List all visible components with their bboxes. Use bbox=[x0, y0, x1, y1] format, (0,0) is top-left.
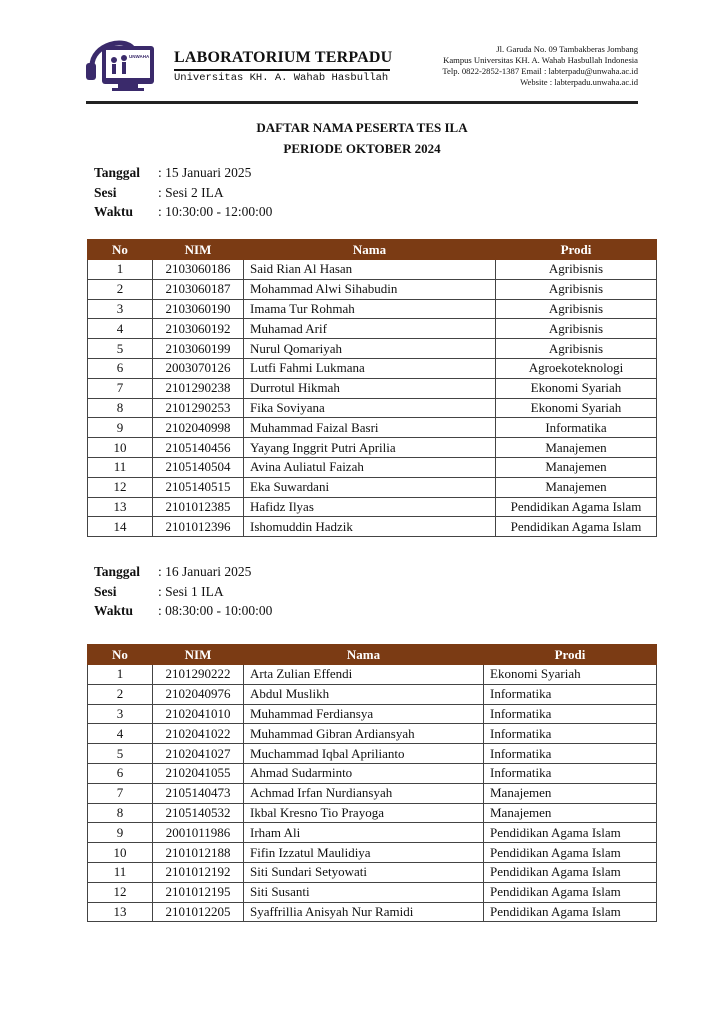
col-nim: NIM bbox=[153, 240, 244, 260]
row-prodi: Agribisnis bbox=[496, 299, 657, 319]
row-nama: Fifin Izzatul Maulidiya bbox=[244, 843, 484, 863]
row-prodi: Ekonomi Syariah bbox=[484, 665, 657, 685]
row-no: 5 bbox=[88, 339, 153, 359]
row-no: 7 bbox=[88, 378, 153, 398]
lab-name-underline bbox=[174, 69, 390, 71]
row-nim: 2105140504 bbox=[153, 457, 244, 477]
contact-website: Website : labterpadu.unwaha.ac.id bbox=[520, 77, 638, 87]
row-nim: 2101290222 bbox=[153, 665, 244, 685]
row-nim: 2102041022 bbox=[153, 724, 244, 744]
row-no: 3 bbox=[88, 704, 153, 724]
table-row bbox=[88, 418, 657, 438]
row-prodi: Informatika bbox=[496, 418, 657, 438]
row-prodi: Ekonomi Syariah bbox=[496, 398, 657, 418]
table-row bbox=[88, 744, 657, 764]
row-nama: Muchammad Iqbal Aprilianto bbox=[244, 744, 484, 764]
row-nama: Fika Soviyana bbox=[244, 398, 496, 418]
contact-address: Jl. Garuda No. 09 Tambakberas Jombang bbox=[496, 44, 638, 54]
row-nim: 2101290238 bbox=[153, 378, 244, 398]
table-row bbox=[88, 260, 657, 280]
row-nama: Nurul Qomariyah bbox=[244, 339, 496, 359]
row-nim: 2001011986 bbox=[153, 823, 244, 843]
table-row bbox=[88, 882, 657, 902]
row-no: 5 bbox=[88, 744, 153, 764]
row-no: 9 bbox=[88, 418, 153, 438]
tanggal-value: : 15 Januari 2025 bbox=[158, 165, 252, 180]
row-nama: Muhammad Ferdiansya bbox=[244, 704, 484, 724]
col-prodi: Prodi bbox=[496, 240, 657, 260]
table-row bbox=[88, 862, 657, 882]
table-row bbox=[88, 803, 657, 823]
row-no: 12 bbox=[88, 477, 153, 497]
table-row bbox=[88, 319, 657, 339]
row-prodi: Agribisnis bbox=[496, 279, 657, 299]
row-nama: Ishomuddin Hadzik bbox=[244, 517, 496, 537]
contact-phone-email: Telp. 0822-2852-1387 Email : labterpadu@unwaha.ac.id bbox=[442, 66, 638, 76]
tanggal-label: Tanggal bbox=[94, 564, 141, 579]
row-nama: Durrotul Hikmah bbox=[244, 378, 496, 398]
table-row bbox=[88, 763, 657, 783]
table-row bbox=[88, 438, 657, 458]
row-nama: Hafidz Ilyas bbox=[244, 497, 496, 517]
row-prodi: Manajemen bbox=[484, 783, 657, 803]
row-prodi: Agribisnis bbox=[496, 339, 657, 359]
table-row bbox=[88, 823, 657, 843]
table-row bbox=[88, 299, 657, 319]
row-nim: 2101012205 bbox=[153, 902, 244, 922]
row-no: 9 bbox=[88, 823, 153, 843]
sesi-value: : Sesi 2 ILA bbox=[158, 184, 224, 200]
table-row bbox=[88, 517, 657, 537]
row-nim: 2101012396 bbox=[153, 517, 244, 537]
contact-campus: Kampus Universitas KH. A. Wahab Hasbullah Indonesia bbox=[443, 55, 638, 65]
row-prodi: Agroekoteknologi bbox=[496, 358, 657, 378]
row-prodi: Pendidikan Agama Islam bbox=[496, 517, 657, 537]
participant-table-2 bbox=[87, 644, 657, 922]
logo-text: UNWAHA bbox=[129, 54, 150, 59]
row-no: 14 bbox=[88, 517, 153, 537]
waktu-value: : 08:30:00 - 10:00:00 bbox=[158, 603, 273, 618]
table-row bbox=[88, 339, 657, 359]
row-no: 2 bbox=[88, 684, 153, 704]
table-row bbox=[88, 279, 657, 299]
col-prodi: Prodi bbox=[484, 645, 657, 665]
row-nim: 2102040976 bbox=[153, 684, 244, 704]
col-nim: NIM bbox=[153, 645, 244, 665]
row-nim: 2103060187 bbox=[153, 279, 244, 299]
row-nama: Arta Zulian Effendi bbox=[244, 665, 484, 685]
row-prodi: Pendidikan Agama Islam bbox=[484, 902, 657, 922]
table-row bbox=[88, 843, 657, 863]
row-no: 10 bbox=[88, 438, 153, 458]
row-nama: Mohammad Alwi Sihabudin bbox=[244, 279, 496, 299]
row-prodi: Pendidikan Agama Islam bbox=[484, 882, 657, 902]
col-no: No bbox=[88, 645, 153, 665]
row-no: 10 bbox=[88, 843, 153, 863]
row-nim: 2103060190 bbox=[153, 299, 244, 319]
row-nim: 2103060199 bbox=[153, 339, 244, 359]
table-row bbox=[88, 457, 657, 477]
row-nim: 2003070126 bbox=[153, 358, 244, 378]
row-no: 8 bbox=[88, 803, 153, 823]
row-nim: 2101290253 bbox=[153, 398, 244, 418]
col-nama: Nama bbox=[244, 645, 484, 665]
row-prodi: Manajemen bbox=[496, 457, 657, 477]
row-prodi: Agribisnis bbox=[496, 260, 657, 280]
row-nama: Lutfi Fahmi Lukmana bbox=[244, 358, 496, 378]
table-row bbox=[88, 684, 657, 704]
table-row bbox=[88, 398, 657, 418]
row-no: 2 bbox=[88, 279, 153, 299]
row-nama: Said Rian Al Hasan bbox=[244, 260, 496, 280]
row-prodi: Ekonomi Syariah bbox=[496, 378, 657, 398]
table-header-row bbox=[88, 240, 657, 260]
sesi-label: Sesi bbox=[94, 583, 117, 599]
row-prodi: Pendidikan Agama Islam bbox=[484, 843, 657, 863]
table-row bbox=[88, 665, 657, 685]
row-no: 13 bbox=[88, 902, 153, 922]
row-nim: 2103060186 bbox=[153, 260, 244, 280]
row-no: 4 bbox=[88, 319, 153, 339]
row-no: 3 bbox=[88, 299, 153, 319]
tanggal-label: Tanggal bbox=[94, 165, 141, 180]
row-no: 7 bbox=[88, 783, 153, 803]
table-row bbox=[88, 497, 657, 517]
letterhead bbox=[82, 34, 642, 104]
row-prodi: Informatika bbox=[484, 704, 657, 724]
row-nama: Muhammad Gibran Ardiansyah bbox=[244, 724, 484, 744]
row-nama: Syaffrillia Anisyah Nur Ramidi bbox=[244, 902, 484, 922]
row-nama: Imama Tur Rohmah bbox=[244, 299, 496, 319]
row-prodi: Pendidikan Agama Islam bbox=[496, 497, 657, 517]
row-nim: 2102041055 bbox=[153, 763, 244, 783]
table-row bbox=[88, 783, 657, 803]
university-name: Universitas KH. A. Wahab Hasbullah bbox=[174, 72, 389, 84]
table-row bbox=[88, 704, 657, 724]
row-prodi: Manajemen bbox=[496, 438, 657, 458]
row-nama: Eka Suwardani bbox=[244, 477, 496, 497]
row-nama: Siti Sundari Setyowati bbox=[244, 862, 484, 882]
row-prodi: Manajemen bbox=[484, 803, 657, 823]
lab-logo-icon bbox=[82, 36, 166, 94]
row-no: 11 bbox=[88, 457, 153, 477]
row-nama: Yayang Inggrit Putri Aprilia bbox=[244, 438, 496, 458]
waktu-label: Waktu bbox=[94, 204, 134, 219]
row-nama: Achmad Irfan Nurdiansyah bbox=[244, 783, 484, 803]
row-no: 13 bbox=[88, 497, 153, 517]
row-no: 11 bbox=[88, 862, 153, 882]
row-no: 6 bbox=[88, 358, 153, 378]
row-nim: 2102041010 bbox=[153, 704, 244, 724]
row-no: 6 bbox=[88, 763, 153, 783]
row-nim: 2101012192 bbox=[153, 862, 244, 882]
sesi-value: : Sesi 1 ILA bbox=[158, 583, 224, 599]
table-row bbox=[88, 902, 657, 922]
row-nama: Siti Susanti bbox=[244, 882, 484, 902]
participant-table-1 bbox=[87, 239, 657, 537]
row-no: 1 bbox=[88, 665, 153, 685]
document-subtitle: PERIODE OKTOBER 2024 bbox=[283, 141, 441, 156]
row-prodi: Manajemen bbox=[496, 477, 657, 497]
row-nama: Ahmad Sudarminto bbox=[244, 763, 484, 783]
header-divider bbox=[86, 101, 638, 104]
row-nim: 2103060192 bbox=[153, 319, 244, 339]
row-prodi: Informatika bbox=[484, 724, 657, 744]
table-row bbox=[88, 378, 657, 398]
col-no: No bbox=[88, 240, 153, 260]
row-no: 4 bbox=[88, 724, 153, 744]
document-title: DAFTAR NAMA PESERTA TES ILA bbox=[256, 120, 468, 135]
row-prodi: Informatika bbox=[484, 684, 657, 704]
tanggal-value: : 16 Januari 2025 bbox=[158, 564, 252, 579]
row-prodi: Agribisnis bbox=[496, 319, 657, 339]
row-prodi: Informatika bbox=[484, 744, 657, 764]
row-nama: Abdul Muslikh bbox=[244, 684, 484, 704]
row-nama: Irham Ali bbox=[244, 823, 484, 843]
row-no: 8 bbox=[88, 398, 153, 418]
table-row bbox=[88, 477, 657, 497]
row-nim: 2105140515 bbox=[153, 477, 244, 497]
table-row bbox=[88, 724, 657, 744]
row-nama: Avina Auliatul Faizah bbox=[244, 457, 496, 477]
row-nim: 2105140456 bbox=[153, 438, 244, 458]
row-prodi: Pendidikan Agama Islam bbox=[484, 823, 657, 843]
col-nama: Nama bbox=[244, 240, 496, 260]
row-prodi: Pendidikan Agama Islam bbox=[484, 862, 657, 882]
table-header-row bbox=[88, 645, 657, 665]
row-nim: 2101012188 bbox=[153, 843, 244, 863]
sesi-label: Sesi bbox=[94, 184, 117, 200]
contact-info bbox=[442, 44, 638, 88]
row-nama: Muhamad Arif bbox=[244, 319, 496, 339]
row-nim: 2105140532 bbox=[153, 803, 244, 823]
row-nim: 2101012385 bbox=[153, 497, 244, 517]
row-prodi: Informatika bbox=[484, 763, 657, 783]
row-nim: 2102041027 bbox=[153, 744, 244, 764]
lab-name: LABORATORIUM TERPADU bbox=[174, 49, 393, 66]
row-nama: Ikbal Kresno Tio Prayoga bbox=[244, 803, 484, 823]
row-nim: 2102040998 bbox=[153, 418, 244, 438]
row-nim: 2101012195 bbox=[153, 882, 244, 902]
waktu-value: : 10:30:00 - 12:00:00 bbox=[158, 204, 273, 219]
row-no: 12 bbox=[88, 882, 153, 902]
row-nama: Muhammad Faizal Basri bbox=[244, 418, 496, 438]
table-row bbox=[88, 358, 657, 378]
waktu-label: Waktu bbox=[94, 603, 134, 618]
row-no: 1 bbox=[88, 260, 153, 280]
row-nim: 2105140473 bbox=[153, 783, 244, 803]
